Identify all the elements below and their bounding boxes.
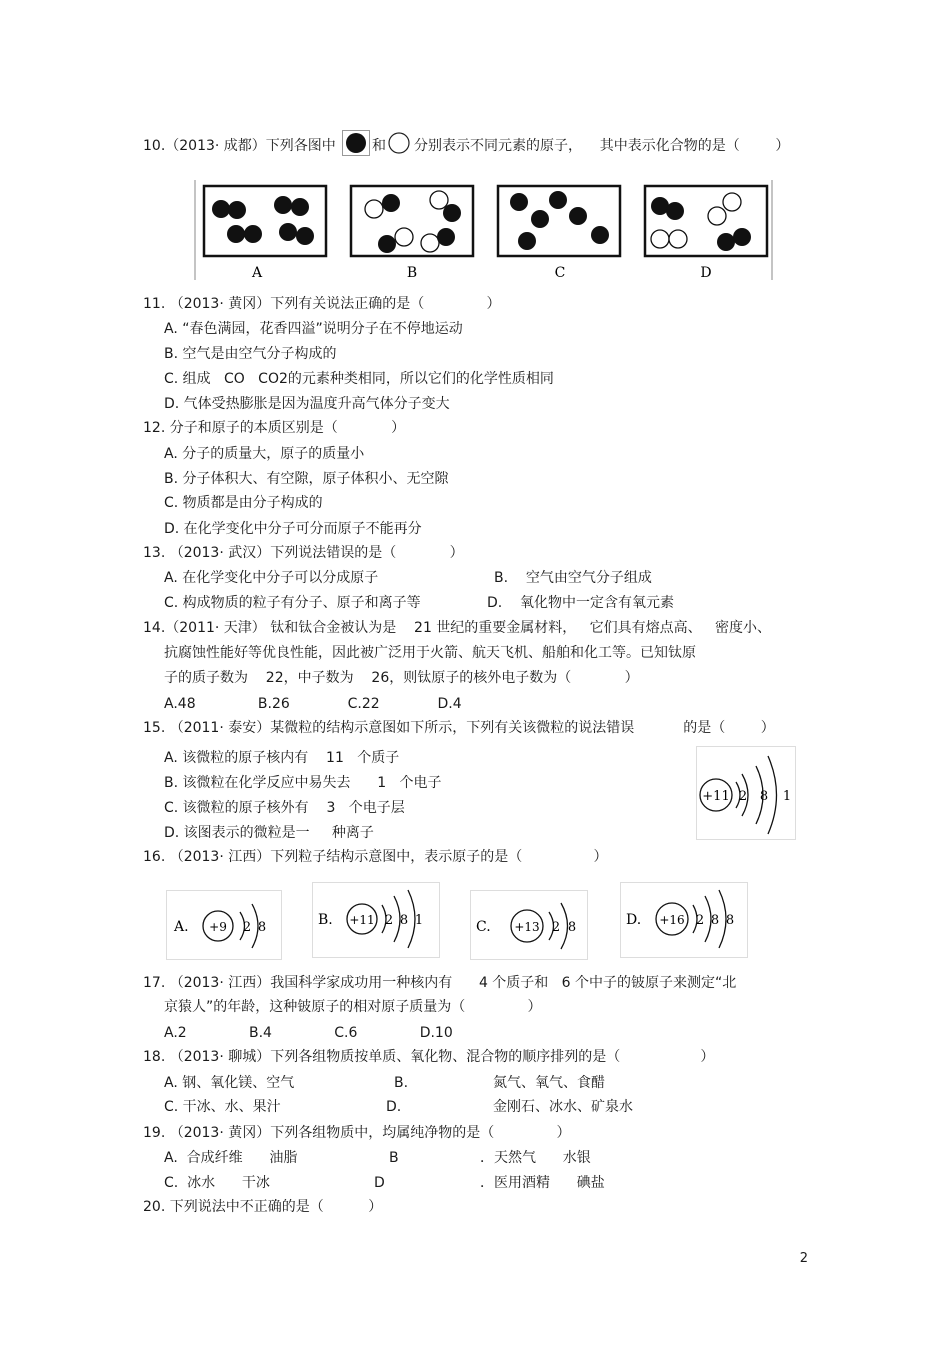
- q13-option-a: A. 在化学变化中分子可以分成原子: [164, 570, 379, 586]
- q16-d-letter: D.: [626, 912, 642, 928]
- q17-stem-line2: 京猿人”的年龄，这种铍原子的相对原子质量为（ ）: [164, 999, 542, 1015]
- q18-option-b: 氮气、氧气、食醋: [493, 1075, 605, 1091]
- q18-option-c: C. 干冰、水、果汁: [164, 1099, 281, 1115]
- q10-panel-c: [498, 186, 620, 281]
- q19-option-d: ．医用酒精 碘盐: [480, 1175, 605, 1191]
- q15-atomic-structure-diagram: [696, 746, 796, 840]
- q17-stem-line1: 17. （2013· 江西）我国科学家成功用一种核内有 4 个质子和 6 个中子的铍原子来测定“北: [143, 975, 737, 991]
- q14-stem-line1: 14.（2011· 天津） 钛和钛合金被认为是 21 世纪的重要金属材料， 它们具有熔点高、 密度小、: [143, 620, 772, 636]
- q16-a-shell-1: 2: [242, 920, 252, 935]
- q11-option-c: C. 组成 CO CO2的元素种类相同，所以它们的化学性质相同: [164, 371, 554, 387]
- q15-option-d: D. 该图表示的微粒是一 种离子: [164, 825, 374, 841]
- q19-option-d-letter: D: [374, 1175, 385, 1191]
- q11-stem: 11. （2013· 黄冈）下列有关说法正确的是（ ）: [143, 296, 501, 312]
- q10-label-b: B: [406, 265, 418, 281]
- q10-panel-a: [204, 186, 326, 281]
- q10-panel-d: [645, 186, 767, 281]
- q18-option-d: 金刚石、冰水、矿泉水: [493, 1099, 633, 1115]
- q16-a-letter: A.: [174, 919, 189, 935]
- q15-shell-2: 8: [759, 789, 769, 804]
- q19-stem: 19. （2013· 黄冈）下列各组物质中，均属纯净物的是（ ）: [143, 1125, 571, 1141]
- q10-label-a: A: [251, 265, 263, 281]
- q13-option-b: B. 空气由空气分子组成: [494, 570, 652, 586]
- q19-option-b-letter: B: [389, 1150, 399, 1166]
- q20-stem: 20. 下列说法中不正确的是（ ）: [143, 1199, 383, 1215]
- q16-c-shell-1: 2: [551, 920, 561, 935]
- q16-c-letter: C.: [476, 919, 491, 935]
- q10-label-c: C: [554, 265, 566, 281]
- q19-option-b: ．天然气 水银: [480, 1150, 591, 1166]
- q16-d-nucleus: +16: [659, 913, 685, 927]
- black-atom-icon: [342, 130, 370, 156]
- q16-a-shell-2: 8: [257, 920, 267, 935]
- q10-stem-and: 和: [372, 138, 386, 154]
- q16-b-letter: B.: [318, 912, 333, 928]
- q10-label-d: D: [700, 265, 712, 281]
- white-atom-icon: [386, 130, 412, 156]
- q12-option-a: A. 分子的质量大，原子的质量小: [164, 446, 365, 462]
- q15-shell-1: 2: [738, 789, 748, 804]
- q19-option-a: A. 合成纤维 油脂: [164, 1150, 298, 1166]
- q16-option-c-diagram: [470, 890, 588, 960]
- q17-options: A.2 B.4 C.6 D.10: [164, 1025, 453, 1041]
- q16-b-nucleus: +11: [349, 913, 375, 927]
- q18-option-b-letter: B.: [394, 1075, 409, 1091]
- q15-option-c: C. 该微粒的原子核外有 3 个电子层: [164, 800, 405, 816]
- q16-b-shell-2: 8: [399, 913, 409, 928]
- q16-b-shell-3: 1: [414, 913, 424, 928]
- q16-c-nucleus: +13: [514, 920, 540, 934]
- q14-stem-line2: 抗腐蚀性能好等优良性能，因此被广泛用于火箭、航天飞机、船舶和化工等。已知钛原: [164, 645, 696, 661]
- q13-option-d: D. 氧化物中一定含有氧元素: [487, 595, 675, 611]
- q15-option-a: A. 该微粒的原子核内有 11 个质子: [164, 750, 400, 766]
- q13-stem: 13. （2013· 武汉）下列说法错误的是（ ）: [143, 545, 464, 561]
- q10-stem-part1: 10.（2013· 成都）下列各图中: [143, 138, 336, 154]
- q16-option-a-diagram: [166, 890, 282, 960]
- q16-d-shell-3: 8: [725, 913, 735, 928]
- q16-stem: 16. （2013· 江西）下列粒子结构示意图中，表示原子的是（ ）: [143, 849, 608, 865]
- q16-d-shell-1: 2: [695, 913, 705, 928]
- q12-stem: 12. 分子和原子的本质区别是（ ）: [143, 420, 406, 436]
- q11-option-b: B. 空气是由空气分子构成的: [164, 346, 337, 362]
- q12-option-c: C. 物质都是由分子构成的: [164, 495, 323, 511]
- q18-option-d-letter: D.: [386, 1099, 402, 1115]
- q18-option-a: A. 钢、氧化镁、空气: [164, 1075, 295, 1091]
- q10-stem-part2: 分别表示不同元素的原子， 其中表示化合物的是（ ）: [414, 138, 790, 154]
- q12-option-b: B. 分子体积大、有空隙，原子体积小、无空隙: [164, 471, 449, 487]
- q16-b-shell-1: 2: [384, 913, 394, 928]
- q15-option-b: B. 该微粒在化学反应中易失去 1 个电子: [164, 775, 442, 791]
- q10-molecule-figure: [194, 178, 774, 282]
- q16-option-b-diagram: [312, 882, 440, 958]
- q15-nucleus: +11: [702, 789, 730, 804]
- q16-d-shell-2: 8: [710, 913, 720, 928]
- q12-option-d: D. 在化学变化中分子可分而原子不能再分: [164, 521, 422, 537]
- q11-option-d: D. 气体受热膨胀是因为温度升高气体分子变大: [164, 396, 450, 412]
- q14-options: A.48 B.26 C.22 D.4: [164, 696, 462, 712]
- q15-shell-3: 1: [782, 789, 792, 804]
- q10-panel-b: [351, 186, 473, 281]
- q19-option-c: C. 冰水 干冰: [164, 1175, 270, 1191]
- q16-a-nucleus: +9: [209, 920, 227, 934]
- q18-stem: 18. （2013· 聊城）下列各组物质按单质、氧化物、混合物的顺序排列的是（ ）: [143, 1049, 715, 1065]
- q14-stem-line3: 子的质子数为 22，中子数为 26，则钛原子的核外电子数为（ ）: [164, 670, 639, 686]
- q16-option-d-diagram: [620, 882, 748, 958]
- q13-option-c: C. 构成物质的粒子有分子、原子和离子等: [164, 595, 421, 611]
- page-number: 2: [799, 1251, 808, 1266]
- q16-c-shell-2: 8: [567, 920, 577, 935]
- q11-option-a: A. “春色满园，花香四溢”说明分子在不停地运动: [164, 321, 463, 337]
- q15-stem: 15. （2011· 泰安）某微粒的结构示意图如下所示，下列有关该微粒的说法错误 的是（ ）: [143, 720, 775, 736]
